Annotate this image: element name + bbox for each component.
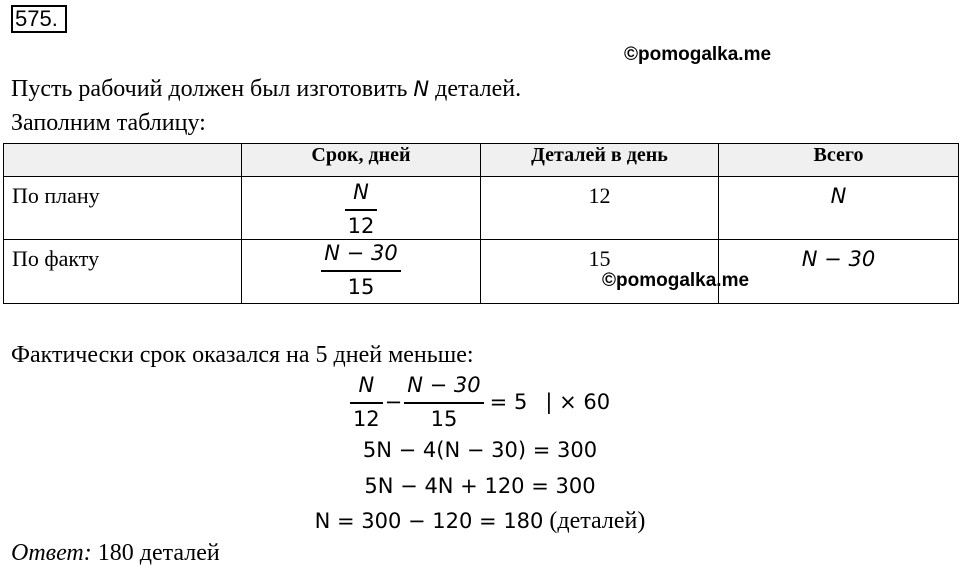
row-label-fact: По факту: [4, 240, 242, 304]
cell-term-plan: [242, 177, 481, 240]
table-row: [4, 177, 959, 240]
fraction-bar: [404, 402, 483, 404]
multiplier-note: | × 60: [545, 390, 611, 414]
cell-term-fact: [242, 240, 481, 304]
solution-statement: Фактически срок оказался на 5 дней меньше:: [11, 342, 474, 368]
per-day-fact-value: 15: [588, 246, 611, 271]
fraction-bar: [350, 402, 383, 404]
equation-rhs: = 5: [489, 390, 528, 414]
watermark-top: ©pomogalka.me: [624, 44, 772, 65]
table-row: [4, 240, 959, 304]
answer-line: [11, 540, 220, 567]
data-table: [3, 143, 959, 304]
equation-2: 5N − 4(N − 30) = 300: [362, 438, 598, 462]
header-empty: [4, 144, 242, 177]
fraction-numerator: N: [353, 180, 369, 204]
intro-variable: N: [413, 77, 430, 101]
equation-4-math: N = 300 − 120 = 180: [314, 509, 544, 533]
fraction-numerator: N − 30: [407, 373, 481, 397]
fraction: [321, 240, 400, 300]
fraction: [404, 372, 483, 432]
problem-number: 575.: [11, 5, 67, 33]
fraction: [345, 179, 378, 239]
fraction: [350, 372, 383, 432]
fraction-denominator: 15: [347, 275, 375, 299]
equation-3: 5N − 4N + 120 = 300: [364, 474, 596, 498]
fraction-denominator: 12: [347, 214, 375, 238]
fraction-denominator: 15: [430, 407, 458, 431]
row-label-plan: По плану: [4, 177, 242, 240]
intro-text-before: Пусть рабочий должен был изготовить: [11, 76, 414, 102]
total-fact-value: N − 30: [801, 247, 876, 271]
minus-sign: −: [384, 390, 403, 414]
answer-value: 180 деталей: [91, 540, 220, 566]
cell-total-fact: [719, 240, 959, 304]
intro-text-after: деталей.: [429, 76, 522, 102]
intro-line-1: [11, 76, 521, 103]
equation-4-unit: (деталей): [543, 508, 646, 534]
header-total: Всего: [719, 144, 959, 177]
equation-4: [0, 508, 960, 535]
watermark-table: ©pomogalka.me: [602, 270, 750, 291]
table-header-row: [4, 144, 959, 177]
fraction-bar: [345, 209, 378, 211]
answer-label: Ответ:: [11, 540, 92, 566]
header-per-day: Деталей в день: [481, 144, 719, 177]
intro-line-2: Заполним таблицу:: [11, 110, 206, 136]
equation-1: [0, 372, 960, 432]
cell-total-plan: [719, 177, 959, 240]
cell-per-day-plan: 12: [481, 177, 719, 240]
fraction-numerator: N: [358, 373, 375, 397]
fraction-numerator: N − 30: [324, 241, 398, 265]
total-plan-value: N: [830, 184, 847, 208]
header-term: Срок, дней: [242, 144, 481, 177]
fraction-bar: [321, 270, 400, 272]
fraction-denominator: 12: [352, 407, 380, 431]
